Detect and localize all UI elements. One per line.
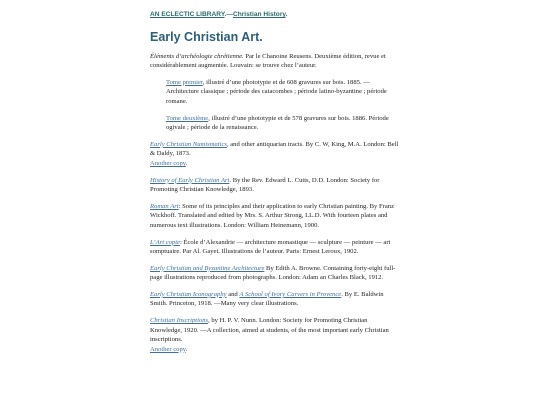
book-link-title: A School of Ivory Carvers in Provence	[239, 290, 342, 298]
breadcrumb-library-link[interactable]: AN ECLECTIC LIBRARY	[150, 11, 225, 18]
book-link[interactable]	[150, 239, 180, 246]
volume-entry	[166, 114, 400, 133]
volume-link[interactable]: Tome deuxième	[166, 114, 209, 122]
book-text: : Some of its principles and their application to early Christian painting. By Franz Wickhoff. Translated and edited by Mrs. S. Arthur Strong, LL.D. With fourteen plates and numerous text illustrations. London: William Heinemann, 1900.	[150, 202, 394, 229]
intro-title: Éléments d’archéologie chrétienne.	[150, 52, 244, 60]
book-entry	[150, 202, 400, 231]
book-link-title: Christian Inscriptions	[150, 317, 209, 325]
book-entry	[150, 264, 400, 283]
book-text: , and other antiquarian tracts. By C. W, King, M.A. London: Bell & Daldy, 1873.	[150, 140, 399, 158]
breadcrumb-end: .	[285, 11, 288, 18]
book-link-title: Early Christian and Byzantine Architecture	[150, 264, 265, 272]
another-copy-link[interactable]: Another copy	[150, 345, 186, 353]
breadcrumb-separator: .—	[224, 11, 233, 18]
book-link-title: Roman Art	[150, 202, 179, 210]
book-link[interactable]	[150, 265, 264, 272]
book-link-title: History of Early Christian Art	[150, 176, 230, 184]
book-link-title: Early Christian Iconography	[150, 290, 227, 298]
book-link[interactable]	[150, 177, 229, 184]
book-entry	[150, 176, 400, 195]
book-entry	[150, 238, 400, 257]
book-link-second[interactable]	[239, 291, 341, 298]
volume-entry	[166, 78, 400, 107]
book-entry	[150, 140, 400, 169]
another-copy-link[interactable]: Another copy	[150, 159, 186, 167]
volume-text: , illustré d’une phototypie et de 578 gravures sur bois. 1886. Période ogivale ; période de la renaissance.	[166, 114, 389, 132]
book-text: By Edith A. Browne. Containing forty-eight full-page illustrations reproduced from photographs. London: Adam an Charles Black, 1912.	[150, 264, 396, 282]
book-link[interactable]	[150, 203, 179, 210]
book-text-joiner: and	[226, 290, 240, 298]
book-link[interactable]	[150, 291, 227, 298]
book-entry	[150, 290, 400, 309]
volume-text: , illustré d’une phototypie et de 608 gravures sur bois. 1885. —Architecture classique ; période des catacombes ; période latino-byzantine ; période romane.	[166, 78, 387, 105]
another-copy-period: .	[185, 159, 188, 167]
page-title: Early Christian Art.	[150, 29, 263, 44]
book-text: . By E. Baldwin Smith. Princeton, 1918. —Many very clear illustrations.	[150, 290, 384, 308]
intro-text: Par le Chanoine Reusens. Deuxième édition, revue et considérablement augmentée. Louvain: se trouve chez l’auteur.	[150, 52, 386, 70]
volume-link[interactable]: Tome premier	[166, 78, 203, 86]
book-link-title: Early Christian Numismatics	[150, 140, 227, 148]
breadcrumb	[150, 10, 400, 20]
book-link[interactable]	[150, 317, 208, 324]
book-text: , by H. P. V. Nunn. London: Society for Promoting Christian Knowledge, 1920. —A collection, aimed at students, of the most important early Christian inscriptions.	[150, 317, 389, 344]
intro-paragraph	[150, 52, 400, 71]
book-entry	[150, 316, 400, 354]
page-content	[150, 10, 400, 361]
book-link-title: L’Art copte	[150, 238, 180, 246]
book-text: . By the Rev. Edward L. Cutts, D.D. London: Society for Promoting Christian Knowledge, 1893.	[150, 176, 380, 194]
another-copy-period: .	[185, 345, 188, 353]
breadcrumb-section-link[interactable]: Christian History	[232, 11, 286, 18]
book-link[interactable]	[150, 141, 227, 148]
book-text: : École d’Alexandrie — architecture monastique — sculpture — peinture — art somptuaire. Par Al. Gayet. Illustrations de l’auteur. Paris: Ernest Leroux, 1902.	[150, 238, 391, 256]
